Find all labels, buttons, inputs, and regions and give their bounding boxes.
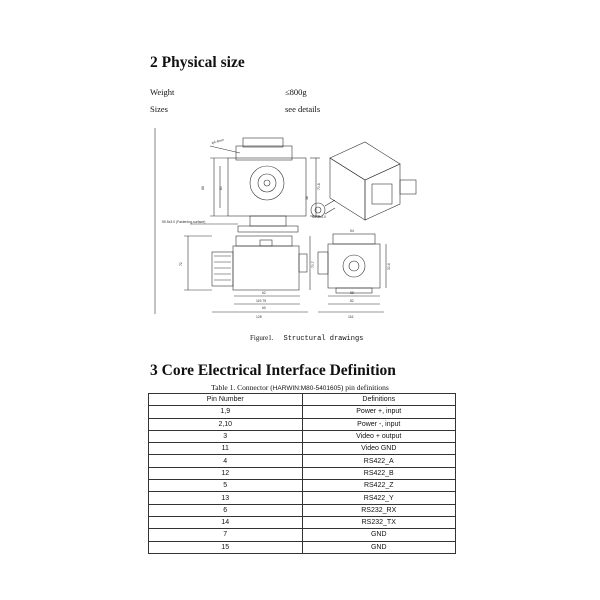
pin-cell: 1,9 <box>149 406 303 418</box>
svg-text:55.5x3.0 (Fastening-surface): 55.5x3.0 (Fastening-surface) <box>162 220 206 224</box>
definition-cell: RS232_RX <box>302 504 456 516</box>
svg-text:38: 38 <box>305 196 309 200</box>
pin-cell: 12 <box>149 467 303 479</box>
table-row <box>149 443 456 455</box>
pin-cell: 14 <box>149 516 303 528</box>
pin-cell: 6 <box>149 504 303 516</box>
table-row <box>149 480 456 492</box>
svg-text:88: 88 <box>201 186 205 190</box>
pin-cell: 7 <box>149 529 303 541</box>
pin-cell: 3 <box>149 430 303 442</box>
svg-text:62: 62 <box>262 291 266 295</box>
svg-text:72: 72 <box>179 262 183 266</box>
table-caption-prefix: Table 1. Connector ( <box>211 383 273 392</box>
table-row <box>149 467 456 479</box>
sizes-label: Sizes <box>150 104 168 114</box>
pin-number-header: Pin Number <box>149 394 303 406</box>
svg-text:70.7: 70.7 <box>311 261 315 268</box>
weight-label: Weight <box>150 87 175 97</box>
table-row <box>149 504 456 516</box>
dimension-labels <box>162 138 391 319</box>
definition-cell: RS422_B <box>302 467 456 479</box>
definition-cell: Video GND <box>302 443 456 455</box>
pin-cell: 15 <box>149 541 303 553</box>
table-caption-connector: HARWIN:M80-5401605 <box>272 385 341 392</box>
figure-label: Figure1. <box>250 334 274 342</box>
svg-text:88: 88 <box>350 291 354 295</box>
svg-text:82: 82 <box>350 299 354 303</box>
pin-cell: 5 <box>149 480 303 492</box>
section-3-title: 3 Core Electrical Interface Definition <box>150 362 396 379</box>
svg-text:30.4: 30.4 <box>387 263 391 270</box>
front-view <box>190 138 320 232</box>
figure-caption <box>250 334 363 343</box>
definition-cell: RS232_TX <box>302 516 456 528</box>
figure-description: Structural drawings <box>283 335 364 343</box>
isometric-view <box>311 142 416 220</box>
svg-text:116: 116 <box>348 315 354 319</box>
svg-text:119.75: 119.75 <box>256 299 267 303</box>
table-row <box>149 529 456 541</box>
table-caption <box>0 383 600 392</box>
svg-text:70.8: 70.8 <box>317 183 321 190</box>
sizes-value: see details <box>285 104 321 114</box>
definition-cell: RS422_Y <box>302 492 456 504</box>
table-row <box>149 406 456 418</box>
definition-cell: GND <box>302 541 456 553</box>
weight-value: ≤800g <box>285 87 307 97</box>
pin-definitions-table <box>148 393 456 554</box>
table-row <box>149 492 456 504</box>
svg-text:80: 80 <box>219 186 223 190</box>
definition-cell: RS422_Z <box>302 480 456 492</box>
pin-cell: 13 <box>149 492 303 504</box>
svg-text:60: 60 <box>262 306 266 310</box>
table-row <box>149 455 456 467</box>
definitions-header: Definitions <box>302 394 456 406</box>
table-row <box>149 516 456 528</box>
structural-drawing <box>150 128 450 320</box>
side-view <box>184 236 310 312</box>
svg-text:54: 54 <box>350 229 354 233</box>
table-row <box>149 541 456 553</box>
definition-cell: Power +, input <box>302 406 456 418</box>
definition-cell: Video + output <box>302 430 456 442</box>
table-header-row <box>149 394 456 406</box>
table-caption-suffix: ) pin definitions <box>340 383 389 392</box>
pin-cell: 2,10 <box>149 418 303 430</box>
svg-text:M2.5x5.0: M2.5x5.0 <box>312 215 326 219</box>
table-row <box>149 418 456 430</box>
definition-cell: Power -, input <box>302 418 456 430</box>
pin-cell: 11 <box>149 443 303 455</box>
definition-cell: GND <box>302 529 456 541</box>
svg-text:128: 128 <box>256 315 262 319</box>
section-2-title: 2 Physical size <box>150 54 245 71</box>
svg-text:φ6.4mm: φ6.4mm <box>211 137 225 145</box>
table-row <box>149 430 456 442</box>
definition-cell: RS422_A <box>302 455 456 467</box>
pin-cell: 4 <box>149 455 303 467</box>
